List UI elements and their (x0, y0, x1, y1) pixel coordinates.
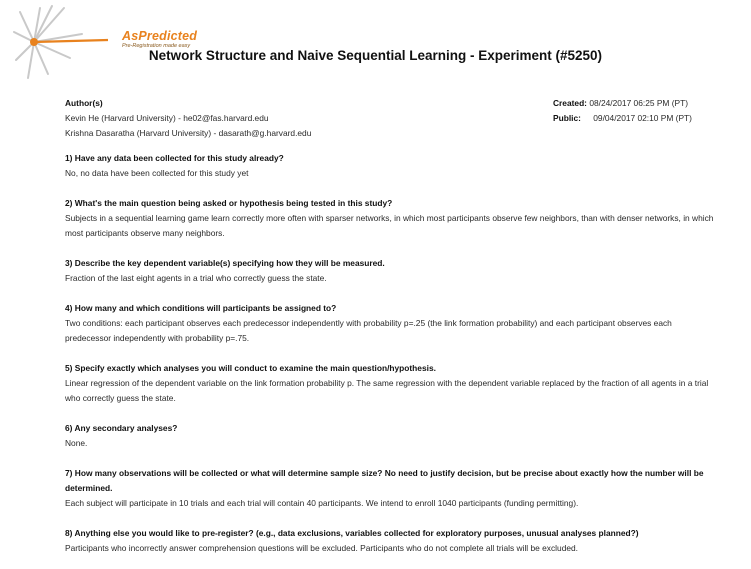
created-row (553, 96, 692, 111)
question-4 (65, 301, 715, 346)
question-answer: Participants who incorrectly answer comprehension questions will be excluded. Participants who do not complete all trials will be excluded. (65, 543, 578, 553)
question-answer: No, no data have been collected for this study yet (65, 168, 249, 178)
created-label: Created: (553, 98, 587, 108)
question-heading: 5) Specify exactly which analyses you will conduct to examine the main question/hypothesis. (65, 363, 436, 373)
question-answer: Two conditions: each participant observes each predecessor independently with probability p=.25 (the link formation probability) and each participant observes each predecessor independently with probability p=.75. (65, 318, 672, 343)
question-answer: None. (65, 438, 88, 448)
public-label: Public: (553, 113, 581, 123)
question-answer: Linear regression of the dependent variable on the link formation probability p. The same regression with the dependent variable replaced by the fraction of all agents in a trial who correctly guess the state. (65, 378, 709, 403)
question-1 (65, 151, 715, 181)
aspredicted-logo (12, 4, 212, 84)
dates-block (553, 96, 692, 126)
public-row (553, 111, 692, 126)
question-8 (65, 526, 715, 556)
question-answer: Fraction of the last eight agents in a trial who correctly guess the state. (65, 273, 327, 283)
question-2 (65, 196, 715, 241)
question-3 (65, 256, 715, 286)
public-value: 09/04/2017 02:10 PM (PT) (593, 113, 692, 123)
starburst-logo-icon (12, 4, 122, 84)
question-heading: 6) Any secondary analyses? (65, 423, 178, 433)
question-heading: 1) Have any data been collected for this study already? (65, 153, 284, 163)
question-7 (65, 466, 715, 511)
question-heading: 2) What's the main question being asked or hypothesis being tested in this study? (65, 198, 393, 208)
question-heading: 4) How many and which conditions will participants be assigned to? (65, 303, 337, 313)
question-heading: 8) Anything else you would like to pre-register? (e.g., data exclusions, variables collected for exploratory purposes, unusual analyses planned?) (65, 528, 639, 538)
author-item: Kevin He (Harvard University) - he02@fas.harvard.edu (65, 113, 269, 123)
question-heading: 7) How many observations will be collected or what will determine sample size? No need to justify decision, but be precise about exactly how the number will be determined. (65, 468, 704, 493)
question-heading: 3) Describe the key dependent variable(s) specifying how they will be measured. (65, 258, 385, 268)
page-title: Network Structure and Naive Sequential Learning - Experiment (#5250) (148, 48, 603, 63)
brand-name: AsPredicted (122, 29, 198, 43)
question-answer: Each subject will participate in 10 trials and each trial will contain 40 participants. We intend to enroll 1040 participants (funding permitting). (65, 498, 579, 508)
question-answer: Subjects in a sequential learning game learn correctly more often with sparser networks, in which most participants observe few neighbors, than with denser networks, in which most participants observe many neighbors. (65, 213, 714, 238)
brand-tagline: Pre-Registration made easy (122, 43, 191, 49)
author-item: Krishna Dasaratha (Harvard University) - dasarath@g.harvard.edu (65, 128, 312, 138)
authors-block (65, 96, 311, 141)
question-6 (65, 421, 715, 451)
authors-heading: Author(s) (65, 98, 103, 108)
question-5 (65, 361, 715, 406)
created-value: 08/24/2017 06:25 PM (PT) (589, 98, 689, 108)
